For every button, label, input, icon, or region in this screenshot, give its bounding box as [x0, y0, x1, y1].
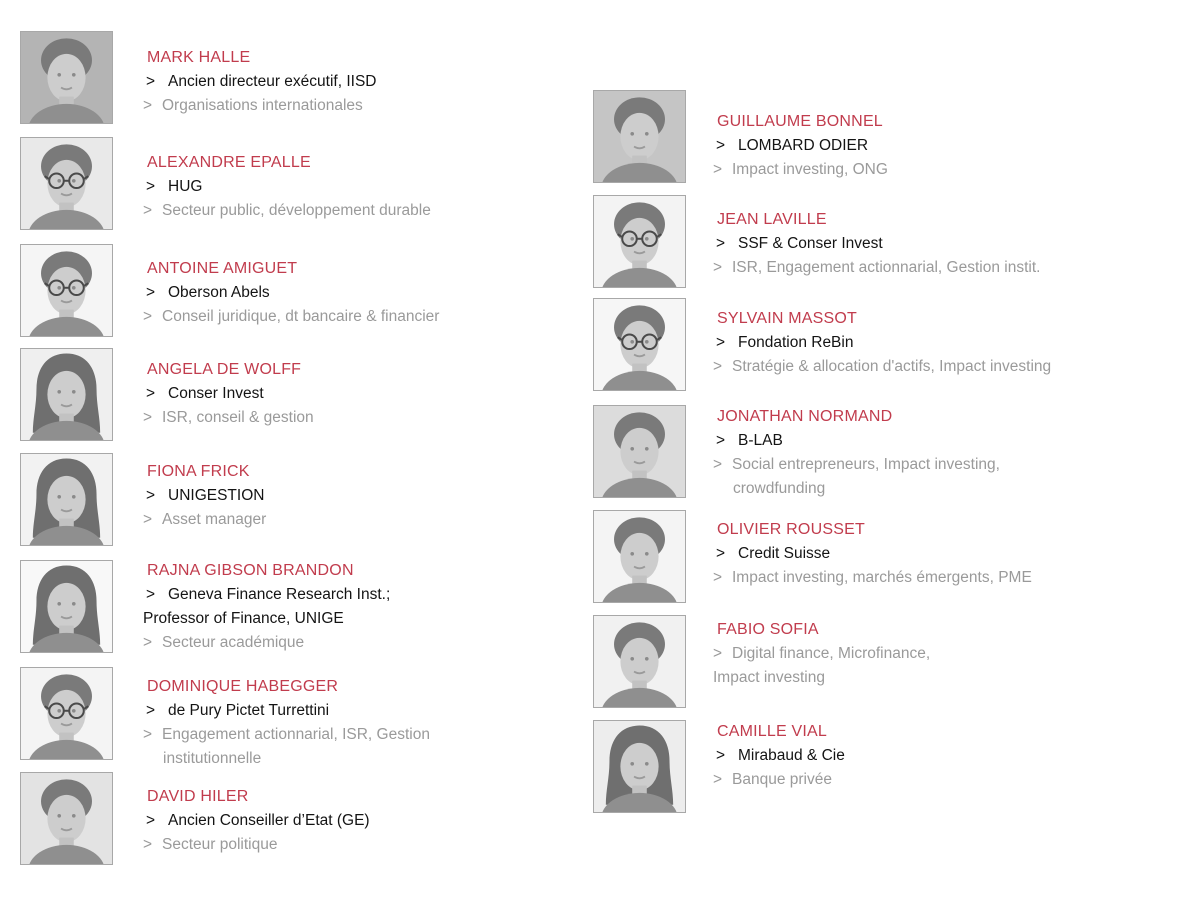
person-entry — [143, 257, 439, 329]
person-entry — [143, 151, 431, 223]
line-text: Secteur public, développement durable — [162, 202, 431, 219]
line-text: Banque privée — [732, 771, 832, 788]
portrait-illustration — [594, 196, 685, 287]
person-organization-line — [143, 382, 314, 406]
portrait-illustration — [21, 454, 112, 545]
person-entry — [143, 460, 266, 532]
person-organization-line — [143, 70, 377, 94]
person-entry — [143, 785, 370, 857]
chevron-bullet-icon: > — [143, 409, 153, 426]
person-name: MARK HALLE — [147, 49, 251, 66]
person-description-line — [143, 747, 430, 771]
portrait-angela-de-wolff — [20, 348, 113, 441]
person-entry — [713, 307, 1051, 379]
portrait-illustration — [594, 616, 685, 707]
person-name: JONATHAN NORMAND — [717, 408, 893, 425]
portrait-dominique-habegger — [20, 667, 113, 760]
person-description-line — [143, 305, 439, 329]
person-name: FABIO SOFIA — [717, 621, 819, 638]
person-name: ANGELA DE WOLFF — [147, 361, 302, 378]
person-description-line — [143, 723, 430, 747]
chevron-bullet-icon: > — [716, 334, 726, 351]
chevron-bullet-icon: > — [146, 702, 156, 719]
line-text: institutionnelle — [163, 750, 262, 767]
person-entry — [143, 358, 314, 430]
portrait-illustration — [594, 299, 685, 390]
person-name: SYLVAIN MASSOT — [717, 310, 858, 327]
person-description-line — [713, 566, 1032, 590]
chevron-bullet-icon: > — [143, 634, 153, 651]
person-description-line — [713, 642, 930, 666]
line-text: Impact investing, ONG — [732, 161, 888, 178]
chevron-bullet-icon: > — [146, 487, 156, 504]
person-entry — [143, 46, 377, 118]
portrait-olivier-rousset — [593, 510, 686, 603]
chevron-bullet-icon: > — [146, 812, 156, 829]
person-name: CAMILLE VIAL — [717, 723, 828, 740]
line-text: Social entrepreneurs, Impact investing, — [732, 456, 1000, 473]
portrait-fiona-frick — [20, 453, 113, 546]
line-text: Professor of Finance, UNIGE — [143, 610, 344, 627]
person-entry — [713, 720, 845, 792]
chevron-bullet-icon: > — [716, 235, 726, 252]
chevron-bullet-icon: > — [146, 586, 156, 603]
chevron-bullet-icon: > — [713, 771, 723, 788]
person-name: RAJNA GIBSON BRANDON — [147, 562, 354, 579]
person-organization-line — [713, 542, 1032, 566]
portrait-illustration — [21, 773, 112, 864]
line-text: Stratégie & allocation d'actifs, Impact investing — [732, 358, 1052, 375]
chevron-bullet-icon: > — [713, 645, 723, 662]
chevron-bullet-icon: > — [713, 569, 723, 586]
chevron-bullet-icon: > — [716, 545, 726, 562]
portrait-illustration — [21, 245, 112, 336]
person-description-line — [143, 631, 390, 655]
person-entry — [143, 675, 430, 771]
portrait-fabio-sofia — [593, 615, 686, 708]
chevron-bullet-icon: > — [143, 97, 153, 114]
person-description-line — [713, 355, 1051, 379]
portrait-illustration — [21, 138, 112, 229]
portrait-jean-laville — [593, 195, 686, 288]
person-name: FIONA FRICK — [147, 463, 250, 480]
line-text: crowdfunding — [733, 480, 826, 497]
person-description-line — [143, 199, 431, 223]
portrait-illustration — [594, 721, 685, 812]
person-entry — [713, 518, 1032, 590]
person-description-line — [713, 768, 845, 792]
person-entry — [713, 618, 930, 690]
person-description-line — [143, 508, 266, 532]
chevron-bullet-icon: > — [146, 178, 156, 195]
line-text: Engagement actionnarial, ISR, Gestion — [162, 726, 430, 743]
person-description-line — [713, 666, 930, 690]
chevron-bullet-icon: > — [146, 385, 156, 402]
chevron-bullet-icon: > — [716, 432, 726, 449]
line-text: Impact investing — [713, 669, 825, 686]
line-text: Digital finance, Microfinance, — [732, 645, 931, 662]
portrait-camille-vial — [593, 720, 686, 813]
person-organization-line — [143, 175, 431, 199]
person-description-line — [143, 94, 377, 118]
person-entry — [713, 208, 1040, 280]
person-name: DAVID HILER — [147, 788, 249, 805]
line-text: Fondation ReBin — [738, 334, 854, 351]
line-text: Impact investing, marchés émergents, PME — [732, 569, 1032, 586]
portrait-alexandre-epalle — [20, 137, 113, 230]
person-entry — [713, 110, 888, 182]
chevron-bullet-icon: > — [143, 308, 153, 325]
person-organization-line — [143, 809, 370, 833]
portrait-illustration — [21, 561, 112, 652]
person-name: JEAN LAVILLE — [717, 211, 827, 228]
chevron-bullet-icon: > — [716, 137, 726, 154]
portrait-sylvain-massot — [593, 298, 686, 391]
line-text: LOMBARD ODIER — [738, 137, 869, 154]
line-text: ISR, conseil & gestion — [162, 409, 314, 426]
portrait-illustration — [594, 406, 685, 497]
person-organization-line — [143, 583, 390, 607]
chevron-bullet-icon: > — [146, 73, 156, 90]
portrait-guillaume-bonnel — [593, 90, 686, 183]
chevron-bullet-icon: > — [713, 161, 723, 178]
person-organization-line — [713, 331, 1051, 355]
line-text: de Pury Pictet Turrettini — [168, 702, 330, 719]
person-entry — [143, 559, 390, 655]
person-organization-line — [143, 484, 266, 508]
person-name: GUILLAUME BONNEL — [717, 113, 883, 130]
line-text: B-LAB — [738, 432, 783, 449]
line-text: ISR, Engagement actionnarial, Gestion instit. — [732, 259, 1041, 276]
person-name: ALEXANDRE EPALLE — [147, 154, 311, 171]
person-organization-line — [713, 232, 1040, 256]
portrait-mark-halle — [20, 31, 113, 124]
portrait-david-hiler — [20, 772, 113, 865]
line-text: Secteur académique — [162, 634, 305, 651]
portrait-antoine-amiguet — [20, 244, 113, 337]
portrait-illustration — [594, 91, 685, 182]
portrait-rajna-gibson-brandon — [20, 560, 113, 653]
portrait-illustration — [594, 511, 685, 602]
person-description-line — [713, 477, 1000, 501]
chevron-bullet-icon: > — [713, 259, 723, 276]
chevron-bullet-icon: > — [143, 511, 153, 528]
person-name: DOMINIQUE HABEGGER — [147, 678, 339, 695]
person-organization-line — [143, 281, 439, 305]
portrait-illustration — [21, 32, 112, 123]
portrait-jonathan-normand — [593, 405, 686, 498]
line-text: Organisations internationales — [162, 97, 363, 114]
person-name: OLIVIER ROUSSET — [717, 521, 865, 538]
line-text: Ancien Conseiller d’Etat (GE) — [168, 812, 370, 829]
line-text: Secteur politique — [162, 836, 278, 853]
line-text: Geneva Finance Research Inst.; — [168, 586, 391, 603]
person-organization-line — [143, 699, 430, 723]
line-text: Asset manager — [162, 511, 267, 528]
portrait-illustration — [21, 349, 112, 440]
person-organization-line — [713, 134, 888, 158]
person-organization-line — [713, 744, 845, 768]
chevron-bullet-icon: > — [713, 456, 723, 473]
person-description-line — [713, 453, 1000, 477]
chevron-bullet-icon: > — [143, 726, 153, 743]
chevron-bullet-icon: > — [146, 284, 156, 301]
person-description-line — [713, 256, 1040, 280]
line-text: Mirabaud & Cie — [738, 747, 845, 764]
person-organization-line — [713, 429, 1000, 453]
line-text: Credit Suisse — [738, 545, 831, 562]
chevron-bullet-icon: > — [143, 836, 153, 853]
line-text: Conser Invest — [168, 385, 264, 402]
line-text: HUG — [168, 178, 203, 195]
line-text: Oberson Abels — [168, 284, 270, 301]
line-text: UNIGESTION — [168, 487, 265, 504]
person-description-line — [143, 833, 370, 857]
line-text: Ancien directeur exécutif, IISD — [168, 73, 377, 90]
portrait-illustration — [21, 668, 112, 759]
person-entry — [713, 405, 1000, 501]
line-text: Conseil juridique, dt bancaire & financier — [162, 308, 440, 325]
chevron-bullet-icon: > — [713, 358, 723, 375]
person-name: ANTOINE AMIGUET — [147, 260, 298, 277]
person-description-line — [143, 406, 314, 430]
line-text: SSF & Conser Invest — [738, 235, 883, 252]
chevron-bullet-icon: > — [716, 747, 726, 764]
person-organization-line — [143, 607, 390, 631]
chevron-bullet-icon: > — [143, 202, 153, 219]
person-description-line — [713, 158, 888, 182]
